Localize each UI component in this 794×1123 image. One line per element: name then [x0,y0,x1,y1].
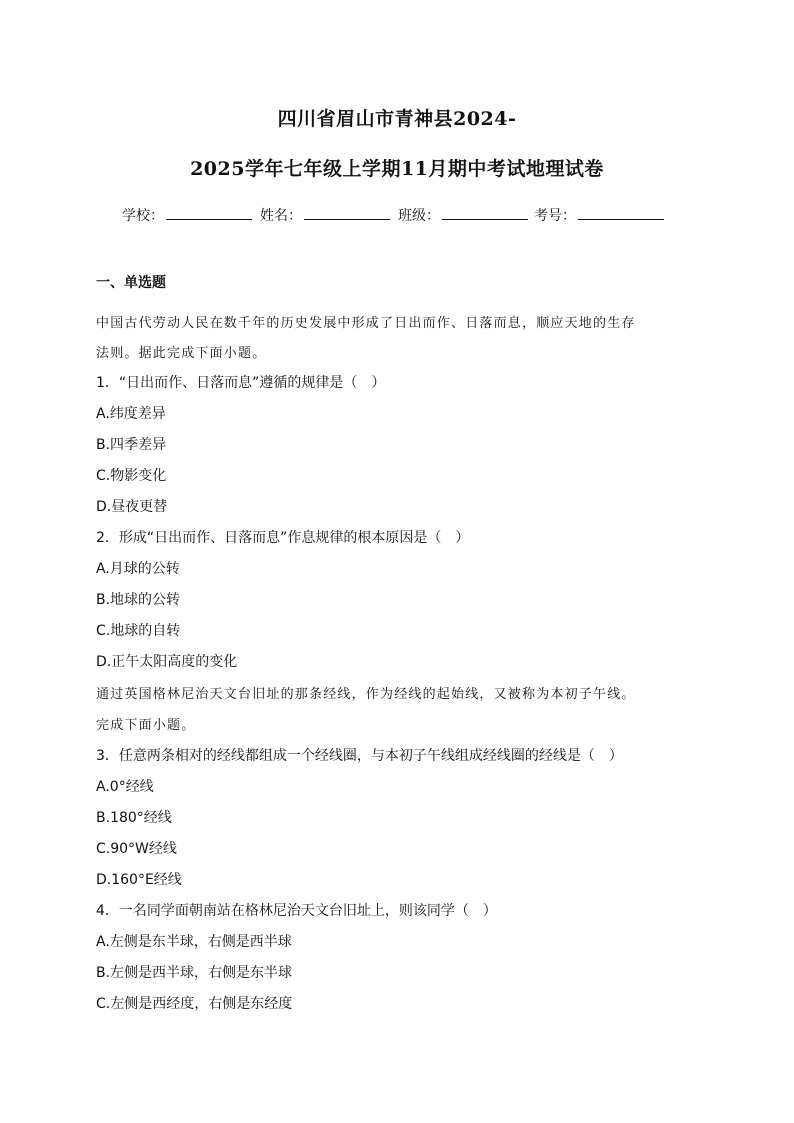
exam-title-line-1: 四川省眉山市青神县2024- [277,108,517,130]
question-2-option-c: C.地球的自转 [96,623,181,639]
question-4-option-b: B.左侧是西半球，右侧是东半球 [96,965,293,981]
exam-no-label: 考号： [534,208,576,224]
question-1-option-a: A.纬度差异 [96,406,166,422]
question-1-option-d: D.昼夜更替 [96,499,168,515]
question-2-option-b: B.地球的公转 [96,592,181,608]
name-blank [304,204,390,220]
class-label: 班级： [398,208,440,224]
question-4-stem: 4．一名同学面朝南站在格林尼治天文台旧址上，则该同学（ ） [96,903,497,919]
question-3-option-b: B.180°经线 [96,810,172,826]
passage-1-line-2: 法则。据此完成下面小题。 [96,346,267,361]
question-3-stem: 3．任意两条相对的经线都组成一个经线圈，与本初子午线组成经线圈的经线是（ ） [96,748,623,764]
school-field [122,204,252,225]
passage-1-line-1: 中国古代劳动人民在数千年的历史发展中形成了日出而作、日落而息，顺应天地的生存 [96,316,636,331]
exam-title-line-2: 2025学年七年级上学期11月期中考试地理试卷 [190,158,604,180]
question-3-option-a: A.0°经线 [96,779,154,795]
question-2-option-a: A.月球的公转 [96,561,180,577]
class-field [398,204,528,225]
question-2-option-d: D.正午太阳高度的变化 [96,654,238,670]
question-4-option-c: C.左侧是西经度，右侧是东经度 [96,996,293,1012]
school-blank [166,204,252,220]
passage-2-line-2: 完成下面小题。 [96,718,196,733]
name-label: 姓名： [260,208,302,224]
exam-no-blank [578,204,664,220]
school-label: 学校： [122,208,164,224]
passage-2-line-1: 通过英国格林尼治天文台旧址的那条经线，作为经线的起始线，又被称为本初子午线。 [96,687,636,702]
question-1-stem: 1．“日出而作、日落而息”遵循的规律是（ ） [96,375,386,391]
question-3-option-d: D.160°E经线 [96,872,182,888]
exam-no-field [534,204,664,225]
question-1-option-c: C.物影变化 [96,468,167,484]
question-1-option-b: B.四季差异 [96,437,167,453]
class-blank [442,204,528,220]
name-field [260,204,390,225]
question-2-stem: 2．形成“日出而作、日落而息”作息规律的根本原因是（ ） [96,530,470,546]
question-4-option-a: A.左侧是东半球，右侧是西半球 [96,934,292,950]
section-heading: 一、单选题 [96,275,166,291]
student-info-row [122,204,682,226]
question-3-option-c: C.90°W经线 [96,841,177,857]
